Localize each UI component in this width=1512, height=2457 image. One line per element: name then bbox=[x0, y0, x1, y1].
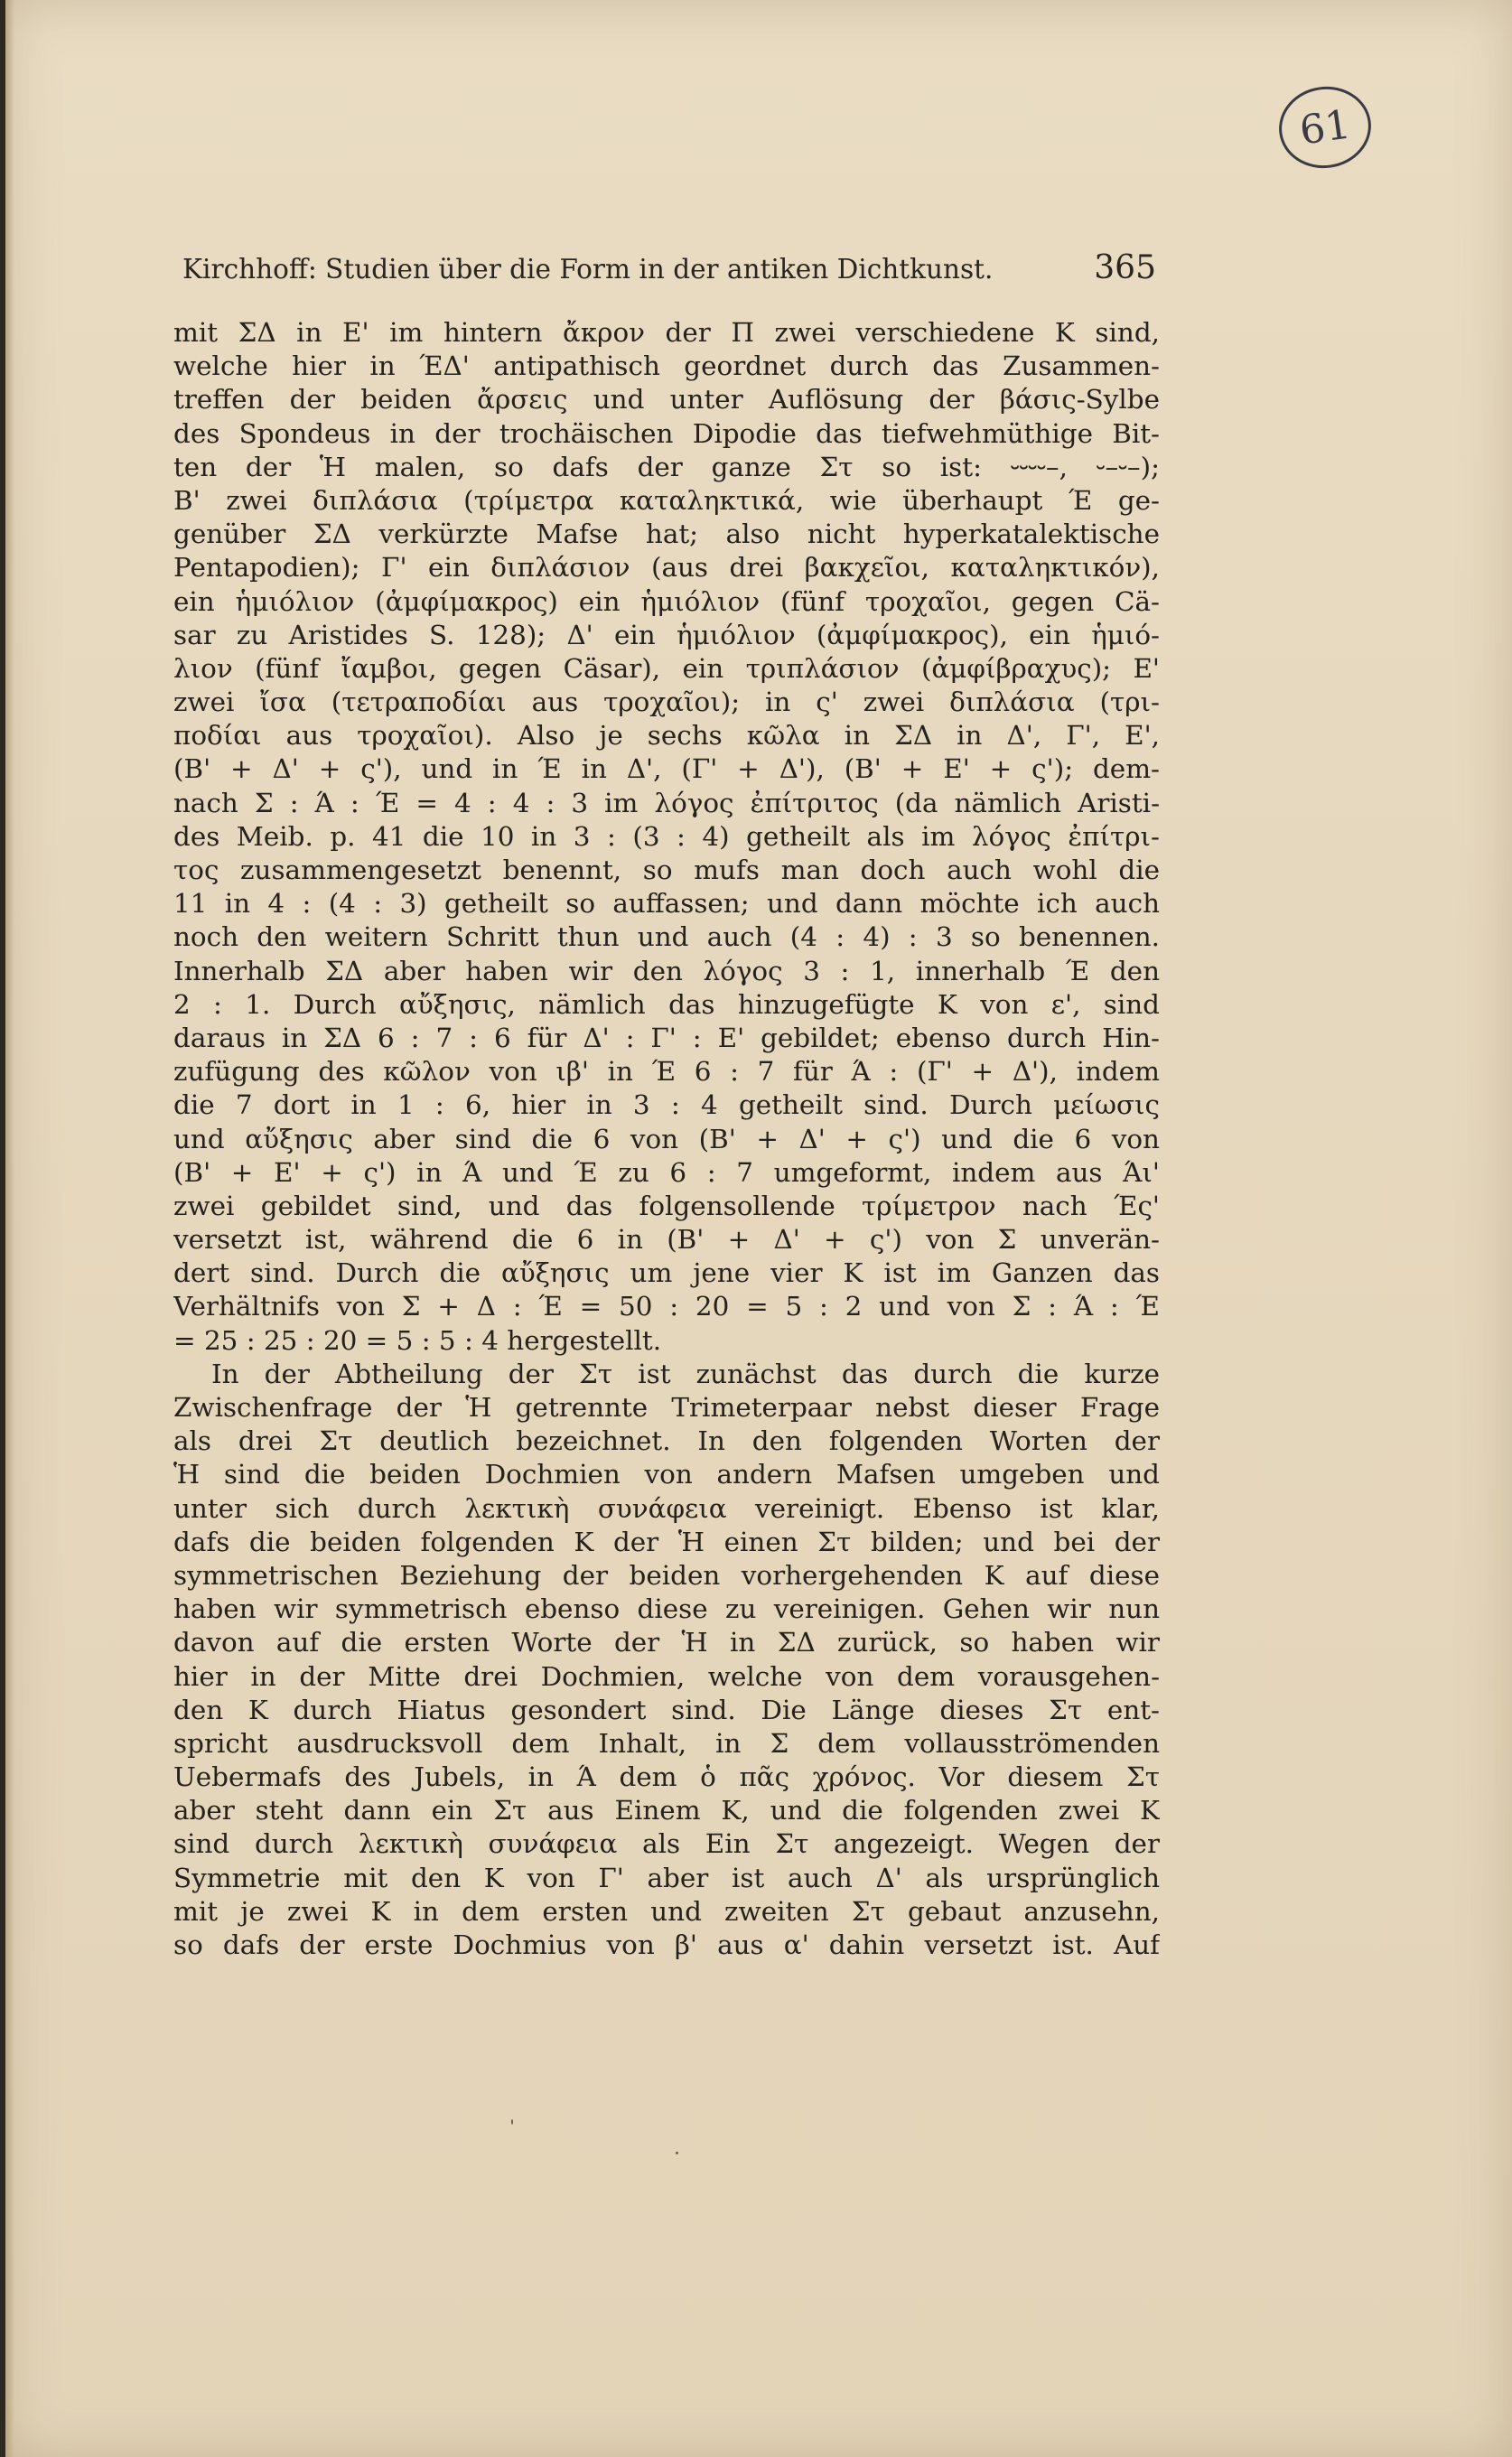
text-line: nach Σ : Ά : Έ = 4 : 4 : 3 im λόγος ἐπίτριτος (da nämlich Aristi- bbox=[173, 787, 1160, 818]
text-line: symmetrischen Beziehung der beiden vorhergehenden K auf diese bbox=[173, 1559, 1160, 1591]
text-line: Uebermafs des Jubels, in Ά dem ὁ πᾶς χρόνος. Vor diesem Στ bbox=[173, 1761, 1160, 1793]
text-line: 11 in 4 : (4 : 3) getheilt so auffassen; und dann möchte ich auch bbox=[173, 888, 1160, 920]
text-line: τος zusammengesetzt benennt, so mufs man doch auch wohl die bbox=[173, 855, 1160, 885]
text-line: noch den weitern Schritt thun und auch (4 : 4) : 3 so benennen. bbox=[173, 921, 1160, 953]
text-line: dert sind. Durch die αὔξησις um jene vier K ist im Ganzen das bbox=[173, 1257, 1160, 1289]
text-line: versetzt ist, während die 6 in (B' + Δ' + ς') von Σ unverän- bbox=[173, 1224, 1160, 1256]
text-line: ein ἡμιόλιον (ἀμφίμακρος) ein ἡμιόλιον (fünf τροχαῖοι, gegen Cä- bbox=[173, 585, 1160, 617]
paper-speck bbox=[511, 2119, 513, 2125]
text-line: und αὔξησις aber sind die 6 von (B' + Δ' + ς') und die 6 von bbox=[173, 1123, 1160, 1154]
text-line: davon auf die ersten Worte der Ἡ in ΣΔ zurück, so haben wir bbox=[173, 1627, 1160, 1658]
text-line: mit je zwei K in dem ersten und zweiten Στ gebaut anzusehn, bbox=[173, 1895, 1160, 1927]
text-line: zufügung des κῶλον von ιβ' in Έ 6 : 7 für Ά : (Γ' + Δ'), indem bbox=[173, 1056, 1160, 1088]
text-line: unter sich durch λεκτικὴ συνάφεια vereinigt. Ebenso ist klar, bbox=[173, 1492, 1160, 1524]
text-line: aber steht dann ein Στ aus Einem K, und die folgenden zwei K bbox=[173, 1795, 1160, 1826]
text-line: Symmetrie mit den K von Γ' aber ist auch Δ' als ursprünglich bbox=[173, 1862, 1160, 1893]
text-line: λιον (fünf ἴαμβοι, gegen Cäsar), ein τριπλάσιον (ἀμφίβραχυς); E' bbox=[173, 652, 1160, 684]
text-line: genüber ΣΔ verkürzte Mafse hat; also nicht hyperkatalektische bbox=[173, 518, 1160, 550]
text-line: so dafs der erste Dochmius von β' aus α' dahin versetzt ist. Auf bbox=[173, 1929, 1160, 1960]
text-line: Verhältnifs von Σ + Δ : Έ = 50 : 20 = 5 : 2 und von Σ : Ά : Έ bbox=[173, 1291, 1160, 1322]
text-line: ten der Ἡ malen, so dafs der ganze Στ so ist: ⏑⏑⏑⏑–, ⏑–⏑–); bbox=[173, 451, 1160, 482]
text-line: Pentapodien); Γ' ein διπλάσιον (aus drei βακχεῖοι, καταληκτικόν), bbox=[173, 552, 1160, 584]
text-line: mit ΣΔ in E' im hintern ἄκρον der Π zwei verschiedene K sind, bbox=[173, 317, 1160, 348]
text-line: treffen der beiden ἄρσεις und unter Auflösung der βάσις-Sylbe bbox=[173, 384, 1160, 416]
page-number: 365 bbox=[1094, 249, 1156, 286]
text-line: Ἡ sind die beiden Dochmien von andern Mafsen umgeben und bbox=[173, 1459, 1160, 1490]
text-line: = 25 : 25 : 20 = 5 : 5 : 4 hergestellt. bbox=[173, 1324, 662, 1356]
running-head-title: Kirchhoff: Studien über die Form in der antiken Dichtkunst. bbox=[182, 254, 994, 285]
paper-speck bbox=[676, 2152, 678, 2154]
text-line: des Spondeus in der trochäischen Dipodie das tiefwehmüthige Bit- bbox=[173, 417, 1160, 449]
text-line: des Meib. p. 41 die 10 in 3 : (3 : 4) getheilt als im λόγος ἐπίτρι- bbox=[173, 820, 1160, 852]
text-line: den K durch Hiatus gesondert sind. Die Länge dieses Στ ent- bbox=[173, 1694, 1160, 1725]
running-head bbox=[182, 249, 1156, 294]
text-line: die 7 dort in 1 : 6, hier in 3 : 4 getheilt sind. Durch μείωσις bbox=[173, 1089, 1160, 1121]
text-line: als drei Στ deutlich bezeichnet. In den folgenden Worten der bbox=[173, 1425, 1160, 1457]
text-line: Zwischenfrage der Ἡ getrennte Trimeterpaar nebst dieser Frage bbox=[173, 1392, 1160, 1423]
body-text bbox=[173, 316, 1160, 1962]
book-page bbox=[5, 0, 1512, 2457]
text-line: zwei gebildet sind, und das folgensollende τρίμετρον nach Ές' bbox=[173, 1190, 1160, 1221]
text-line: (B' + E' + ς') in Ά und Έ zu 6 : 7 umgeformt, indem aus Άι' bbox=[173, 1156, 1160, 1188]
text-line: ποδίαι aus τροχαῖοι). Also je sechs κῶλα in ΣΔ in Δ', Γ', E', bbox=[173, 720, 1160, 752]
text-line: 2 : 1. Durch αὔξησις, nämlich das hinzugefügte K von ε', sind bbox=[173, 988, 1160, 1020]
text-line: B' zwei διπλάσια (τρίμετρα καταληκτικά, wie überhaupt Έ ge- bbox=[173, 484, 1160, 516]
text-line: spricht ausdrucksvoll dem Inhalt, in Σ dem vollausströmenden bbox=[173, 1727, 1160, 1759]
text-line: sind durch λεκτικὴ συνάφεια als Ein Στ angezeigt. Wegen der bbox=[173, 1828, 1160, 1860]
text-line: welche hier in ΈΔ' antipathisch geordnet durch das Zusammen- bbox=[173, 350, 1160, 382]
paragraph-start-line: In der Abtheilung der Στ ist zunächst das durch die kurze bbox=[211, 1358, 1160, 1389]
page-number-stamp bbox=[1274, 80, 1377, 173]
text-line: haben wir symmetrisch ebenso diese zu vereinigen. Gehen wir nun bbox=[173, 1593, 1160, 1625]
text-line: hier in der Mitte drei Dochmien, welche von dem vorausgehen- bbox=[173, 1660, 1160, 1692]
text-line: sar zu Aristides S. 128); Δ' ein ἡμιόλιον (ἀμφίμακρος), ein ἡμιό- bbox=[173, 619, 1160, 650]
text-line: dafs die beiden folgenden K der Ἡ einen Στ bilden; und bei der bbox=[173, 1526, 1160, 1557]
text-line: daraus in ΣΔ 6 : 7 : 6 für Δ' : Γ' : E' gebildet; ebenso durch Hin- bbox=[173, 1022, 1160, 1053]
text-line: (B' + Δ' + ς'), und in Έ in Δ', (Γ' + Δ'), (B' + E' + ς'); dem- bbox=[173, 753, 1160, 785]
text-line: zwei ἴσα (τετραποδίαι aus τροχαῖοι); in ς' zwei διπλάσια (τρι- bbox=[173, 687, 1160, 718]
stamp-text: 61 bbox=[1296, 100, 1354, 154]
text-line: Innerhalb ΣΔ aber haben wir den λόγος 3 : 1, innerhalb Έ den bbox=[173, 955, 1160, 986]
